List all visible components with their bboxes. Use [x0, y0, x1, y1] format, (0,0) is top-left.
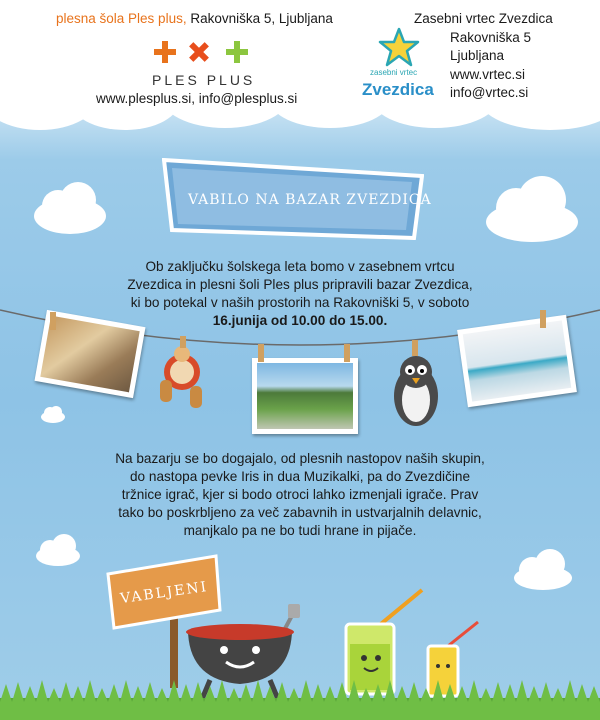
vrtec-address-1: Rakovniška 5	[450, 30, 532, 45]
photo-dance-group	[457, 315, 577, 408]
vrtec-address-2: Ljubljana	[450, 48, 505, 63]
cloud-right	[482, 172, 582, 244]
peg-5-icon	[536, 310, 550, 330]
details-line-4: tako bo poskrbljeno za več zabavnih in ustvarjalnih delavnic,	[118, 505, 482, 520]
intro-line-1: Ob zaključku šolskega leta bomo v zasebnem vrtcu	[145, 259, 455, 274]
photo-building	[252, 358, 358, 434]
details-line-3: tržnice igrač, kjer si bodo otroci lahko izmenjali igrače. Prav	[121, 487, 479, 502]
vrtec-logo-small: zasebni vrtec	[370, 68, 418, 77]
plesplus-address: Rakovniška 5, Ljubljana	[186, 11, 333, 26]
vrtec-title: Zasebni vrtec Zvezdica	[414, 11, 553, 26]
grass-strip	[0, 678, 600, 720]
intro-line-3: ki bo potekal v naših prostorih na Rakovniški 5, v soboto	[130, 295, 470, 310]
banner-title: VABILO NA BAZAR ZVEZDICA	[188, 192, 432, 208]
plesplus-name: plesna šola Ples plus,	[56, 11, 187, 26]
intro-date: 16.junija od 10.00 do 15.00.	[212, 313, 388, 328]
toy-figure-icon	[146, 336, 216, 414]
details-line-5: manjkalo pa ne bo tudi hrane in pijače.	[183, 523, 417, 538]
plesplus-title	[56, 10, 333, 28]
cloud-left	[30, 176, 110, 236]
peg-1-icon	[46, 312, 60, 332]
details-line-1: Na bazarju se bo dogajalo, od plesnih nastopov naših skupin,	[115, 451, 485, 466]
plesplus-contact[interactable]: www.plesplus.si, info@plesplus.si	[96, 91, 298, 106]
vrtec-logo-big: Zvezdica	[362, 80, 434, 99]
vrtec-email[interactable]: info@vrtec.si	[450, 85, 529, 100]
intro-line-2: Zvezdica in plesni šoli Ples plus pripravili bazar Zvezdica,	[127, 277, 473, 292]
pegs-photo-2	[256, 344, 356, 364]
welcome-sign-text: VABLJENI	[119, 578, 210, 608]
plesplus-logo-icon	[150, 36, 260, 70]
cloud-bottom-right	[512, 546, 574, 592]
penguin-toy-icon	[386, 340, 450, 430]
vrtec-web[interactable]: www.vrtec.si	[450, 67, 526, 82]
details-text	[70, 450, 530, 540]
plesplus-logo-text: PLES PLUS	[152, 72, 256, 88]
details-line-2: do nastopa pevke Iris in dua Muzikalki, pa do Zvezdičine	[129, 469, 471, 484]
star-logo-icon	[378, 26, 420, 68]
